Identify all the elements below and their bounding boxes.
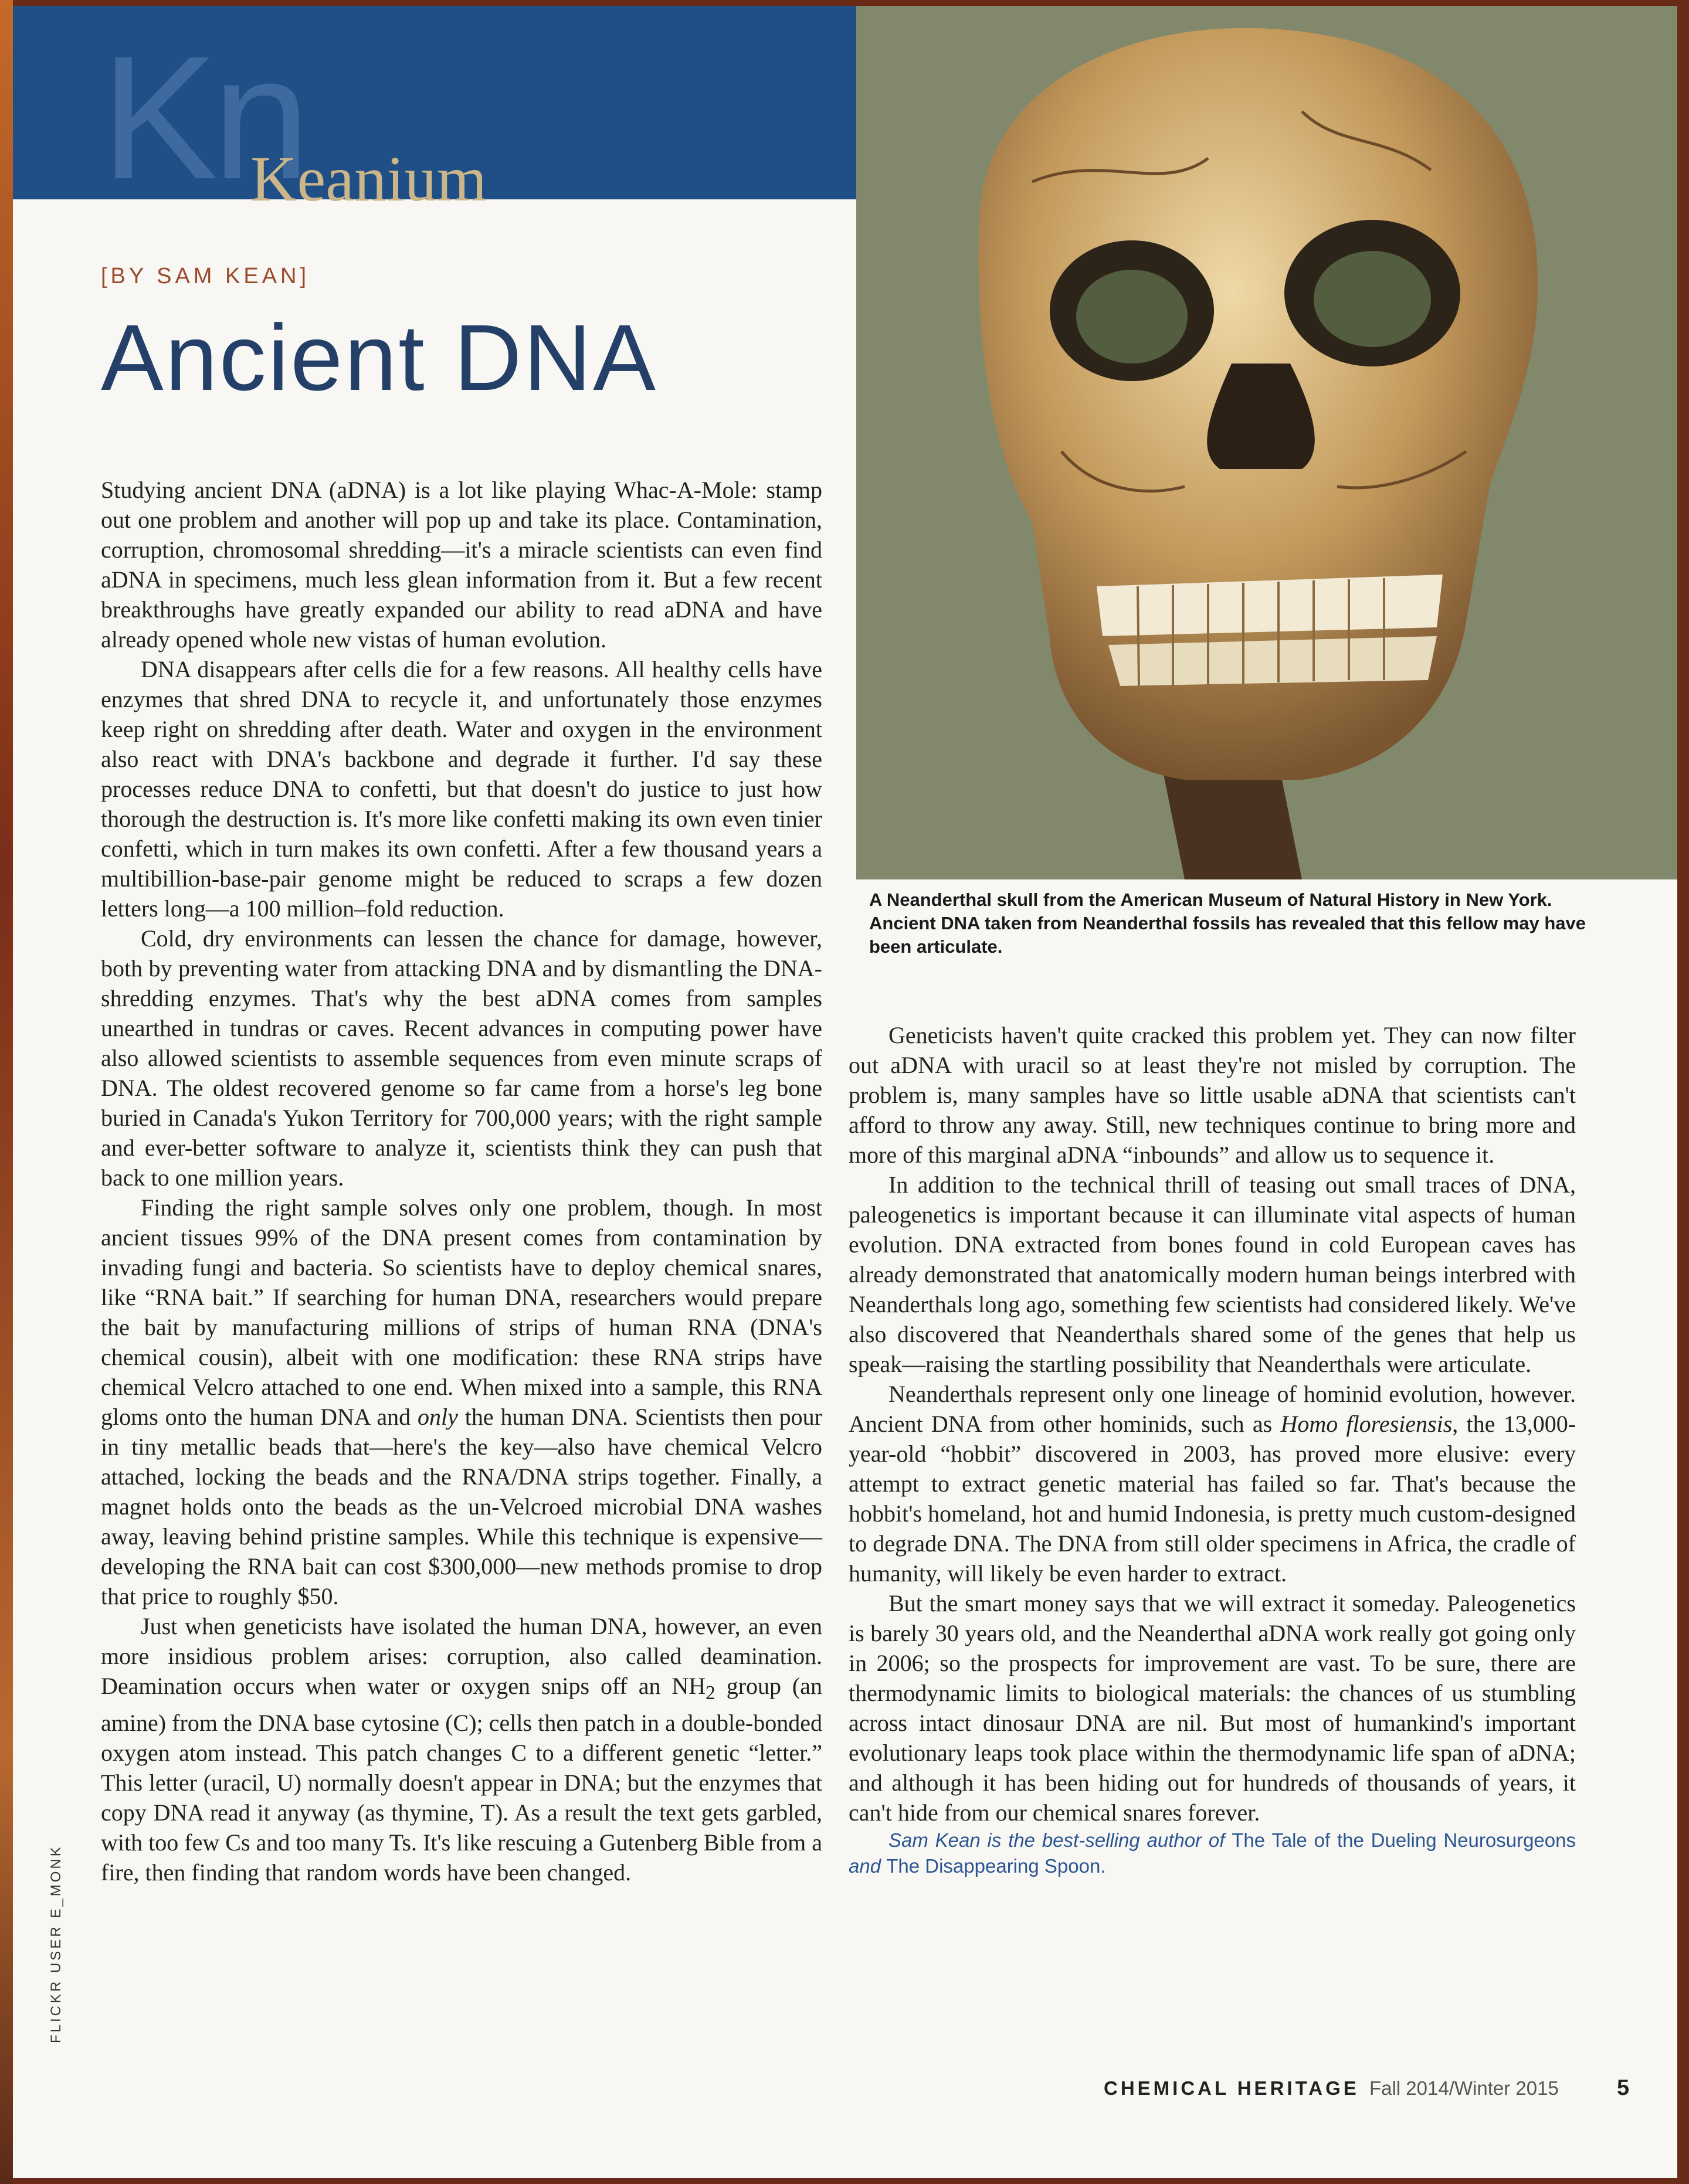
- paragraph: [849, 1379, 1576, 1588]
- photo-caption: A Neanderthal skull from the American Museum of Natural History in New York. Ancient DNA taken from Neanderthal fossils has revealed that this fellow may have been articulate.: [869, 889, 1586, 957]
- photo-credit: FLICKR USER E_MONK: [48, 1845, 64, 2043]
- section-title: Keanium: [250, 143, 487, 215]
- bio-text: .: [1100, 1855, 1106, 1877]
- bio-text: and: [849, 1855, 887, 1877]
- byline: [BY SAM KEAN]: [101, 264, 310, 288]
- element-symbol: Kn: [101, 19, 304, 216]
- paragraph: In addition to the technical thrill of teasing out small traces of DNA, paleogenetics is important because it can illuminate vital aspects of human evolution. DNA extracted from bones found in cold European caves has already demonstrated that anatomically modern human beings interbred with Neanderthals long ago, something few scientists had considered likely. We've also discovered that Neanderthals shared some of the genes that help us speak—raising the startling possibility that Neanderthals were articulate.: [849, 1171, 1576, 1377]
- paragraph: [101, 1611, 822, 1887]
- article-headline: Ancient DNA: [101, 305, 657, 410]
- paragraph: Geneticists haven't quite cracked this problem yet. They can now filter out aDNA with uracil so at least they're not misled by corruption. The problem is, many samples have so little usable aDNA that scientists can't afford to throw any away. Still, new techniques continue to bring more and more of this marginal aDNA “inbounds” and allow us to sequence it.: [849, 1022, 1576, 1168]
- paragraph: DNA disappears after cells die for a few reasons. All healthy cells have enzymes that shred DNA to recycle it, and unfortunately those enzymes keep right on shredding after death. Water and oxygen in the environment also react with DNA's backbone and degrade it further. I'd say these processes reduce DNA to confetti, but that doesn't do justice to just how thorough the destruction is. It's more like confetti making its own even tinier confetti, which in turn makes its own confetti. After a few thousand years a multibillion-base-pair genome might be reduced to scraps a few dozen letters long—a 100 million–fold reduction.: [101, 656, 822, 922]
- article-left-column: [101, 475, 822, 1887]
- text-run: group (an amine) from the DNA base cytosine (C); cells then patch in a double-bonded oxygen atom instead. This patch changes C to a different genetic “letter.” This letter (uracil, U) normally doesn't appear in DNA; but the enzymes that copy DNA read it anyway (as thymine, T). As a result the text gets garbled, with too few Cs and too many Ts. It's like rescuing a Gutenberg Bible from a fire, then finding that random words have been changed.: [101, 1673, 822, 1886]
- text-run: Just when geneticists have isolated the human DNA, however, an even more insidious problem arises: corruption, also called deamination. Deamination occurs when water or oxygen snips off an NH: [101, 1613, 822, 1699]
- book-title: The Disappearing Spoon: [886, 1855, 1101, 1877]
- emphasis: Homo floresiensis: [1280, 1411, 1453, 1437]
- paragraph: Cold, dry environments can lessen the chance for damage, however, both by preventing water from attacking DNA and by dismantling the DNA-shredding enzymes. That's why the best aDNA comes from samples unearthed in tundras or caves. Recent advances in computing power have also allowed scientists to assemble sequences from even minute scraps of DNA. The oldest recovered genome so far came from a horse's leg bone buried in Canada's Yukon Territory for 700,000 years; with the right sample and ever-better software to analyze it, scientists think they can push that back to one million years.: [101, 925, 822, 1191]
- magazine-name: CHEMICAL HERITAGE: [1104, 2077, 1359, 2099]
- header-banner: [13, 6, 856, 216]
- issue-date: Fall 2014/Winter 2015: [1369, 2077, 1559, 2099]
- page-number: 5: [1617, 2076, 1630, 2100]
- book-title: The Tale of the Dueling Neurosurgeons: [1232, 1829, 1576, 1851]
- text-run: the human DNA. Scientists then pour in tiny metallic beads that—here's the key—also have chemical Velcro attached, locking the beads and the RNA/DNA strips together. Finally, a magnet holds onto the beads as the un-Velcroed microbial DNA washes away, leaving behind pristine samples. While this technique is expensive—developing the RNA bait can cost $300,000—new methods promise to drop that price to roughly $50.: [101, 1404, 823, 1609]
- paragraph: But the smart money says that we will extract it someday. Paleogenetics is barely 30 years old, and the Neanderthal aDNA work really got going only in 2006; so the prospects for improvement are vast. To be sure, there are thermodynamic limits to biological materials: the chances of us stumbling across intact dinosaur DNA are nil. But most of humankind's important evolutionary leaps took place within the thermodynamic life span of aDNA; and although it has been hiding out for hundreds of thousands of years, it can't hide from our chemical snares forever.: [849, 1590, 1576, 1826]
- paragraph: Studying ancient DNA (aDNA) is a lot like playing Whac-A-Mole: stamp out one problem and another will pop up and take its place. Contamination, corruption, chromosomal shredding—it's a miracle scientists can even find aDNA in specimens, much less glean information from it. But a few recent breakthroughs have greatly expanded our ability to read aDNA and have already opened whole new vistas of human evolution.: [101, 477, 822, 653]
- emphasis: only: [418, 1404, 458, 1430]
- text-run: Neanderthals represent only one lineage of hominid evolution, however. Ancient DNA from other hominids, such as: [849, 1381, 1576, 1437]
- skull-illustration: [856, 6, 1677, 879]
- text-run: , the 13,000-year-old “hobbit” discovered in 2003, has proved more elusive: every attempt to extract genetic material has failed so far. That's because the hobbit's homeland, hot and humid Indonesia, is pretty much custom-designed to degrade DNA. The DNA from still older specimens in Africa, the cradle of humanity, will likely be even harder to extract.: [849, 1411, 1576, 1587]
- paragraph: [101, 1193, 822, 1611]
- author-bio: [849, 1828, 1576, 1879]
- bio-text: Sam Kean is the best-selling author of: [888, 1829, 1232, 1851]
- text-run: Finding the right sample solves only one problem, though. In most ancient tissues 99% of the DNA present comes from contamination by invading fungi and bacteria. So scientists have to deploy chemical snares, like “RNA bait.” If searching for human DNA, researchers would prepare the bait by manufacturing millions of strips of human RNA (DNA's chemical cousin), albeit with one modification: these RNA strips have chemical Velcro attached to one end. When mixed into a sample, this RNA gloms onto the human DNA and: [101, 1194, 822, 1430]
- neanderthal-skull-photo: [856, 6, 1677, 879]
- article-right-column: [849, 1020, 1576, 1879]
- magazine-spine-edge: [0, 0, 13, 2184]
- page-footer: [1104, 2076, 1629, 2101]
- magazine-page: [13, 6, 1677, 2178]
- subscript: 2: [706, 1682, 715, 1704]
